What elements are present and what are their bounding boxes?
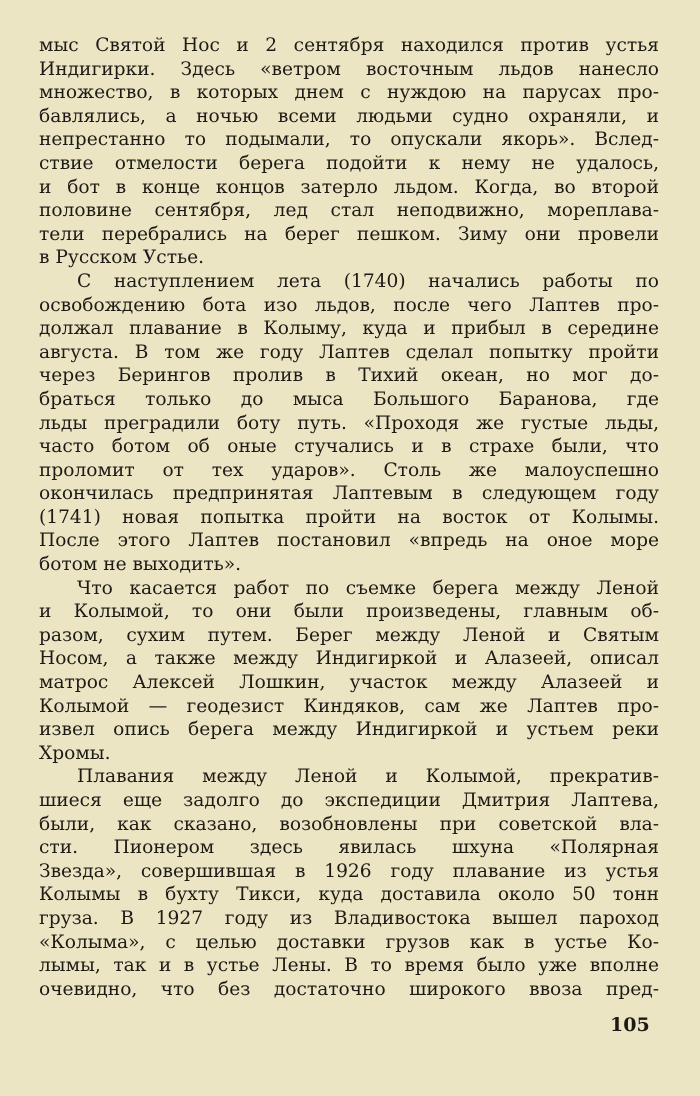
text-line: очевидно, что без достаточно широкого ввоза пред-: [39, 978, 659, 1000]
text-line: были, как сказано, возобновлены при советской вла-: [39, 813, 659, 835]
text-line: тели перебрались на берег пешком. Зиму они провели: [39, 223, 659, 245]
text-line: извел опись берега между Индигиркой и устьем реки: [39, 719, 659, 741]
text-line: Индигирки. Здесь «ветром восточным льдов нанесло: [39, 58, 659, 80]
text-line: Носом, а также между Индигиркой и Алазеей, описал: [39, 648, 659, 670]
text-line: в Русском Устье.: [39, 247, 205, 269]
text-line: шиеся еще задолго до экспедиции Дмитрия Лаптева,: [39, 790, 659, 811]
paragraph: [39, 765, 659, 1001]
text-line: августа. В том же году Лаптев сделал попытку пройти: [39, 341, 659, 363]
text-line: Что касается работ по съемке берега между Леной: [77, 577, 659, 599]
text-line: ботом не выходить».: [39, 554, 242, 576]
text-line: матрос Алексей Лошкин, участок между Алазеей и: [39, 672, 659, 694]
text-line: мыс Святой Нос и 2 сентября находился против устья: [39, 35, 659, 56]
text-line: непрестанно то подымали, то опускали якорь». Вслед-: [39, 129, 659, 151]
text-line: множество, в которых днем с нуждою на парусах про-: [39, 82, 659, 104]
page-number: 105: [610, 1014, 650, 1036]
book-page: [39, 34, 659, 1001]
text-line: С наступлением лета (1740) начались работы по: [77, 270, 659, 292]
text-line: разом, сухим путем. Берег между Леной и Святым: [39, 624, 659, 646]
text-line: и Колымой, то они были произведены, главным об-: [39, 601, 659, 623]
text-line: Колымы в бухту Тикси, куда доставила около 50 тонн: [39, 884, 659, 906]
text-line: окончилась предпринятая Лаптевым в следующем году: [39, 483, 659, 505]
paragraph: [39, 577, 659, 766]
text-line: льды преградили боту путь. «Проходя же густые льды,: [39, 412, 659, 434]
text-line: ствие отмелости берега подойти к нему не удалось,: [39, 152, 659, 174]
text-line: освобождению бота изо льдов, после чего Лаптев про-: [39, 294, 659, 316]
text-line: Хромы.: [39, 742, 111, 764]
text-line: (1741) новая попытка пройти на восток от Колымы.: [39, 506, 659, 528]
text-line: через Берингов пролив в Тихий океан, но мог до-: [39, 365, 659, 387]
text-line: проломит от тех ударов». Столь же малоуспешно: [39, 459, 659, 481]
text-line: часто ботом об оные стучались и в страхе были, что: [39, 436, 659, 458]
text-line: Колымой — геодезист Киндяков, сам же Лаптев про-: [39, 695, 659, 717]
text-line: браться только до мыса Большого Баранова, где: [39, 388, 659, 410]
text-line: «Колыма», с целью доставки грузов как в устье Ко-: [39, 931, 659, 953]
text-line: должал плавание в Колыму, куда и прибыл в середине: [39, 318, 659, 340]
text-line: лымы, так и в устье Лены. В то время было уже вполне: [39, 955, 659, 977]
text-line: После этого Лаптев постановил «впредь на оное море: [39, 530, 659, 552]
paragraph: [39, 270, 659, 577]
page-text-body: [39, 34, 659, 1001]
text-line: Плавания между Леной и Колымой, прекратив-: [77, 766, 659, 788]
text-line: и бот в конце концов затерло льдом. Когда, во второй: [39, 176, 659, 198]
text-line: половине сентября, лед стал неподвижно, мореплава-: [39, 200, 659, 222]
text-line: Звезда», совершившая в 1926 году плавание из устья: [39, 860, 659, 882]
paragraph: [39, 34, 659, 270]
text-line: сти. Пионером здесь явилась шхуна «Полярная: [39, 837, 659, 859]
text-line: груза. В 1927 году из Владивостока вышел пароход: [39, 907, 659, 929]
text-line: бавлялись, а ночью всеми людьми судно охраняли, и: [39, 105, 659, 127]
